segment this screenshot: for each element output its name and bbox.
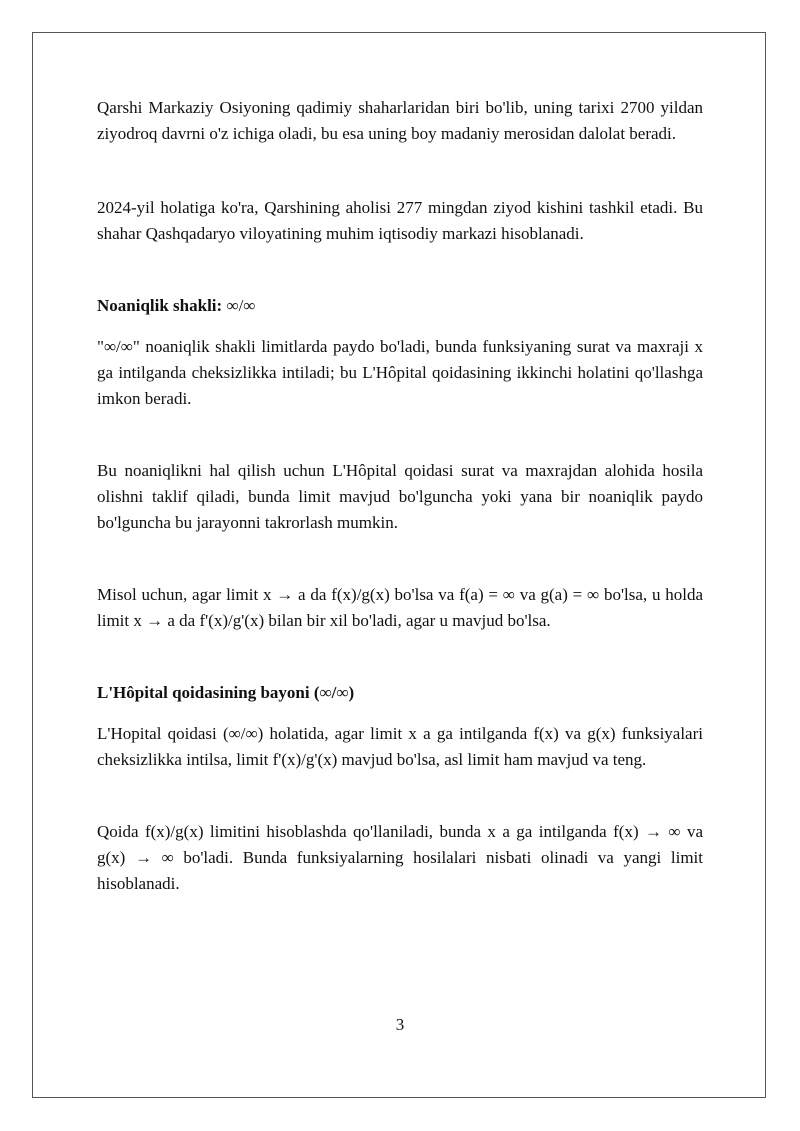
paragraph-lhopital-resolution: Bu noaniqlikni hal qilish uchun L'Hôpital qoidasi surat va maxrajdan alohida hosila olishni taklif qiladi, bunda limit mavjud bo'lguncha yoki yana bir noaniqlik paydo bo'lguncha bu jarayonni takrorlash mumkin. xyxy=(97,461,703,532)
heading-lhopital-statement-bold: L'Hôpital qoidasining bayoni xyxy=(97,683,310,702)
heading-lhopital-statement-symbol: (∞/∞) xyxy=(309,683,355,702)
paragraph-lhopital-rule: L'Hopital qoidasi (∞/∞) holatida, agar limit x a ga intilganda f(x) va g(x) funksiyalari cheksizlikka intilsa, limit f'(x)/g'(x) mavjud bo'lsa, asl limit ham mavjud va teng. xyxy=(97,724,703,769)
paragraph-qarshi-population: 2024-yil holatiga ko'ra, Qarshining aholisi 277 mingdan ziyod kishini tashkil etadi. Bu shahar Qashqadaryo viloyatining muhim iqtisodiy markazi hisoblanadi. xyxy=(97,198,703,243)
paragraph-indeterminate-description: "∞/∞" noaniqlik shakli limitlarda paydo bo'ladi, bunda funksiyaning surat va maxraji x ga intilganda cheksizlikka intiladi; bu L'Hôpital qoidasining ikkinchi holatini qo'llashga imkon beradi. xyxy=(97,337,703,408)
paragraph-example: Misol uchun, agar limit x → a da f(x)/g(x) bo'lsa va f(a) = ∞ va g(a) = ∞ bo'lsa, u holda limit x → a da f'(x)/g'(x) bilan bir xil bo'ladi, agar u mavjud bo'lsa. xyxy=(97,585,703,630)
heading-indeterminate-form xyxy=(97,293,703,319)
paragraph-rule-application: Qoida f(x)/g(x) limitini hisoblashda qo'llaniladi, bunda x a ga intilganda f(x) → ∞ va g(x) → ∞ bo'ladi. Bunda funksiyalarning hosilalari nisbati olinadi va yangi limit hisoblanadi. xyxy=(97,822,703,893)
heading-indeterminate-form-bold: Noaniqlik shakli: xyxy=(97,296,223,315)
heading-lhopital-statement xyxy=(97,680,703,706)
paragraph-qarshi-history: Qarshi Markaziy Osiyoning qadimiy shaharlaridan biri bo'lib, uning tarixi 2700 yildan ziyodroq davrni o'z ichiga oladi, bu esa uning boy madaniy merosidan dalolat beradi. xyxy=(97,98,703,143)
page-number: 3 xyxy=(395,1015,405,1034)
heading-indeterminate-form-symbol: ∞/∞ xyxy=(222,296,256,315)
document-body xyxy=(97,95,703,897)
